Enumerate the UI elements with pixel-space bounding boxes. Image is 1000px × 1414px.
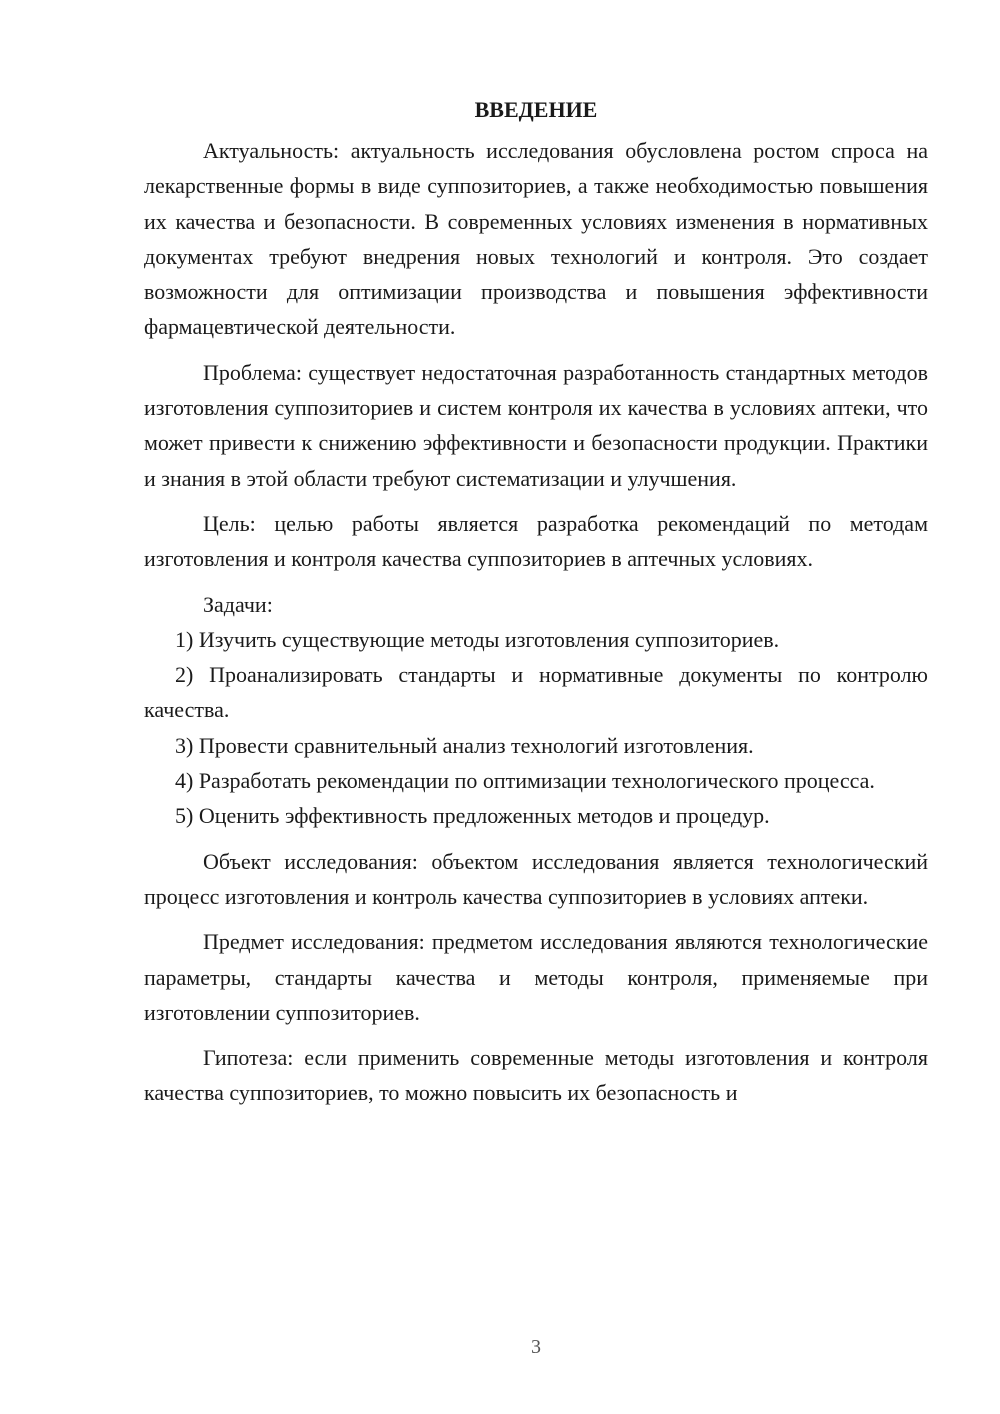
hypothesis-paragraph: Гипотеза: если применить современные методы изготовления и контроля качества суппозиториев, то можно повысить их безопасность и (144, 1045, 928, 1106)
page-number: 3 (531, 1336, 541, 1358)
document-page (144, 92, 928, 1111)
task-item-3: 3) Провести сравнительный анализ технологий изготовления. (175, 732, 754, 758)
tasks-heading: Задачи: (203, 591, 273, 617)
task-item-4: 4) Разработать рекомендации по оптимизации технологического процесса. (175, 768, 875, 794)
goal-paragraph: Цель: целью работы является разработка рекомендаций по методам изготовления и контроля качества суппозиториев в аптечных условиях. (144, 510, 928, 572)
relevance-paragraph: Актуальность: актуальность исследования обусловлена ростом спроса на лекарственные формы в виде суппозиториев, а также необходимостью повышения их качества и безопасности. В современных условиях изменения в нормативных документах требуют внедрения новых технологий и контроля. Это создает возможности для оптимизации производства и повышения эффективности фармацевтической деятельности. (144, 138, 928, 340)
task-item-1: 1) Изучить существующие методы изготовления суппозиториев. (175, 626, 780, 652)
task-item-5: 5) Оценить эффективность предложенных методов и процедур. (175, 803, 770, 829)
problem-paragraph: Проблема: существует недостаточная разработанность стандартных методов изготовления суппозиториев и систем контроля их качества в условиях аптеки, что может привести к снижению эффективности и безопасности продукции. Практики и знания в этой области требуют систематизации и улучшения. (144, 359, 928, 491)
object-paragraph: Объект исследования: объектом исследования является технологический процесс изготовления и контроль качества суппозиториев в условиях аптеки. (144, 848, 928, 909)
task-item-2: 2) Проанализировать стандарты и нормативные документы по контролю качества. (144, 662, 928, 723)
subject-paragraph: Предмет исследования: предметом исследования являются технологические параметры, стандарты качества и методы контроля, применяемые при изготовлении суппозиториев. (144, 929, 928, 1025)
section-title: ВВЕДЕНИЕ (474, 97, 598, 122)
